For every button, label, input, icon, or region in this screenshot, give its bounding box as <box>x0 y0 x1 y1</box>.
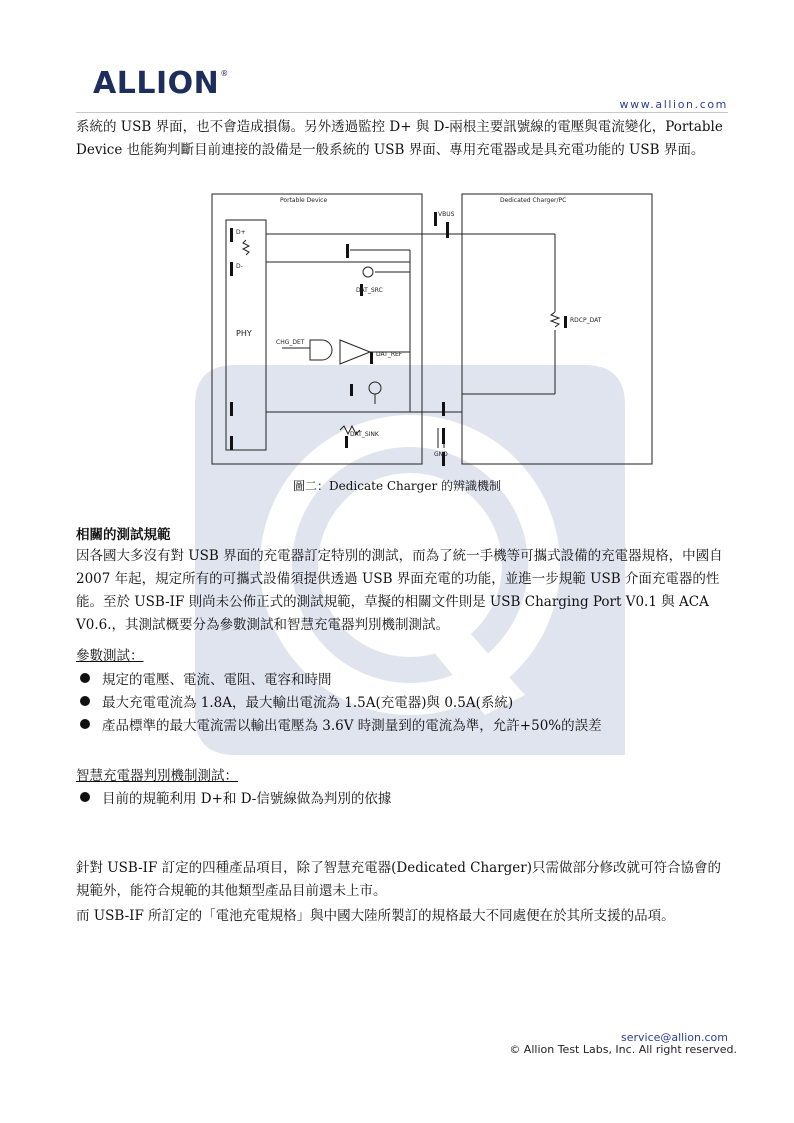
label-cmp: CHG_DET <box>276 339 305 346</box>
bullet-icon <box>80 696 90 706</box>
list-item-text: 產品標準的最大電流需以輸出電壓為 3.6V 時測量到的電流為準，允許+50%的誤差 <box>102 718 602 734</box>
list-item <box>76 668 332 688</box>
label-portable-device: Portable Device <box>280 197 328 204</box>
label-vbus: VBUS <box>438 211 455 218</box>
list-item <box>76 714 602 734</box>
list-item-text: 目前的規範利用 D+和 D-信號線做為判別的依據 <box>102 791 392 807</box>
label-dm: D- <box>236 263 243 270</box>
label-dedicated-charger: Dedicated Charger/PC <box>500 197 567 204</box>
section-heading: 相關的測試規範 <box>76 527 171 543</box>
closing-paragraph-1: 針對 USB-IF 訂定的四種產品項目，除了智慧充電器(Dedicated Charger)只需做部分修改就可符合協會的規範外，能符合規範的其他類型產品目前還未上市。 <box>76 860 722 899</box>
list-item-text: 規定的電壓、電流、電阻、電容和時間 <box>102 672 332 688</box>
bullet-icon <box>80 792 90 802</box>
label-rdcp: RDCP_DAT <box>570 317 602 324</box>
closing-paragraph-2: 而 USB-IF 所訂定的「電池充電規格」與中國大陸所製訂的規格最大不同處便在於其所支援的品項。 <box>76 908 675 924</box>
logo-text: ALLION <box>93 65 220 101</box>
smart-title: 智慧充電器判別機制測試 <box>76 768 225 784</box>
label-phy: PHY <box>236 329 252 338</box>
params-suffix: ： <box>130 648 144 664</box>
intro-paragraph: 系統的 USB 界面，也不會造成損傷。另外透過監控 D+ 與 D-兩根主要訊號線的電壓與電流變化，Portable Device 也能夠判斷目前連接的設備是一般系統的 USB 界面、專用充電器或是具充電功能的 USB 界面。 <box>76 119 723 158</box>
smart-suffix: ： <box>224 768 238 784</box>
params-subheading <box>76 644 144 664</box>
charger-detection-diagram <box>210 192 656 468</box>
header-divider <box>76 112 728 113</box>
bullet-icon <box>80 719 90 729</box>
allion-logo <box>93 66 228 100</box>
figure-caption: 圖二：Dedicate Charger 的辨識機制 <box>293 479 501 493</box>
label-gnd: GND <box>434 451 448 458</box>
list-item <box>76 691 513 711</box>
smart-subheading <box>76 764 238 784</box>
params-title: 參數測試 <box>76 648 130 664</box>
list-item <box>76 787 391 807</box>
section-paragraph: 因各國大多沒有對 USB 界面的充電器訂定特別的測試，而為了統一手機等可攜式設備的充電器規格，中國自 2007 年起，規定所有的可攜式設備須提供透過 USB 界面充電的功能，並進一步規範 USB 介面充電器的性能。至於 USB-IF 則尚未公佈正式的測試規範，草擬的相關文件則是 USB Charging Port V0.1 與 ACA V0.6.，其測試概要分為參數測試和智慧充電器判別機制測試。 <box>76 548 723 633</box>
list-item-text: 最大充電電流為 1.8A，最大輸出電流為 1.5A(充電器)與 0.5A(系統) <box>102 695 514 711</box>
label-dat-ref: DAT_REF <box>376 351 403 358</box>
website-link[interactable]: www.allion.com <box>619 98 728 111</box>
label-dat-sink: DAT_SINK <box>350 431 379 438</box>
logo-registered-mark: ® <box>220 68 229 78</box>
label-dat-src: DAT_SRC <box>356 287 383 294</box>
bullet-icon <box>80 673 90 683</box>
footer-copyright: © Allion Test Labs, Inc. All right reserved. <box>509 1043 737 1056</box>
label-dp: D+ <box>236 229 246 236</box>
footer-email-link[interactable]: service@allion.com <box>620 1031 728 1044</box>
